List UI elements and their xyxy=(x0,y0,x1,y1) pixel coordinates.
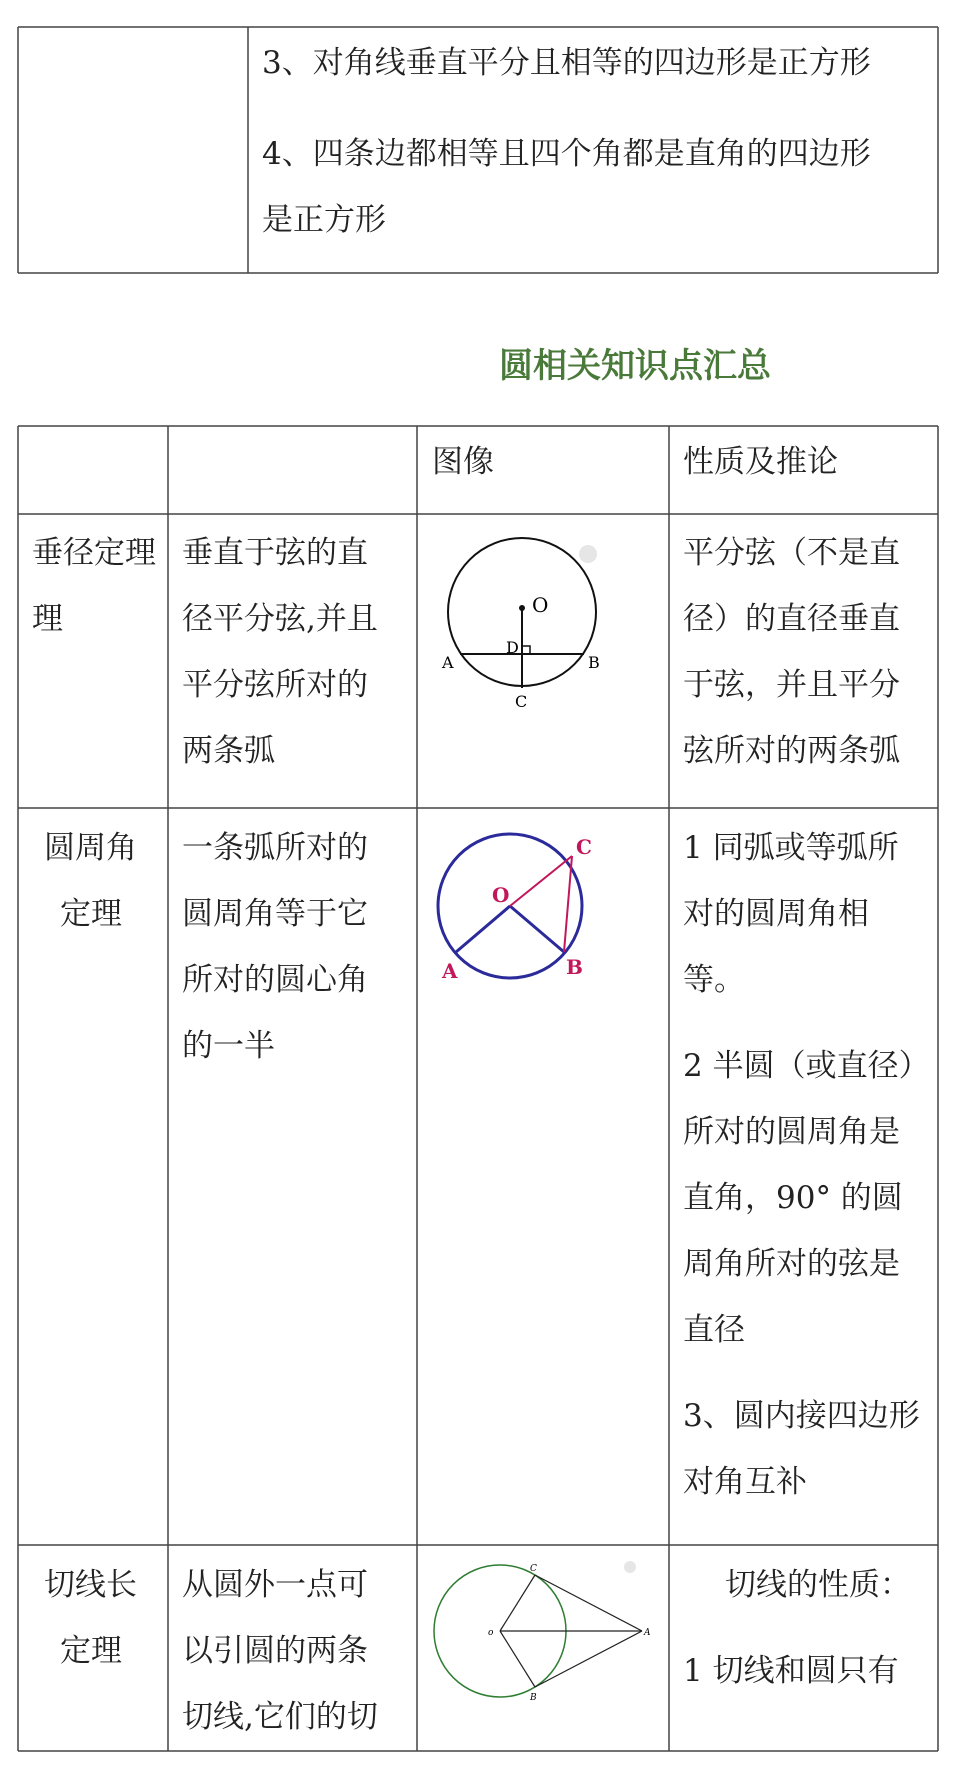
row2-content-1: 一条弧所对的 xyxy=(182,830,368,866)
header-figure: 图像 xyxy=(432,444,494,480)
row2-props-4: 2 半圆（或直径） xyxy=(683,1048,930,1084)
row2-content-4: 的一半 xyxy=(182,1028,275,1064)
header-props: 性质及推论 xyxy=(683,444,838,480)
row3-content-2: 以引圆的两条 xyxy=(182,1633,368,1669)
row1-props-1: 平分弦（不是直 xyxy=(683,535,900,571)
row1-name-2: 理 xyxy=(32,601,63,637)
row2-name-1: 圆周角 xyxy=(44,830,137,866)
fig1-label-o: O xyxy=(532,593,549,617)
row2-props-8: 直径 xyxy=(683,1312,745,1348)
row3-content-3: 切线,它们的切 xyxy=(182,1699,378,1735)
row2-props-5: 所对的圆周角是 xyxy=(683,1114,900,1150)
row1-content-1: 垂直于弦的直 xyxy=(182,535,368,571)
row2-name-2: 定理 xyxy=(60,896,122,932)
row3-props-2: 1 切线和圆只有 xyxy=(683,1653,899,1689)
fig3-label-o: o xyxy=(488,1628,494,1638)
inscribed-angle-diagram xyxy=(430,818,620,998)
row2-props-2: 对的圆周角相 xyxy=(683,896,869,932)
row2-props-9: 3、圆内接四边形 xyxy=(683,1398,920,1434)
row1-props-3: 于弦，并且平分 xyxy=(683,667,900,703)
fig2-label-o: O xyxy=(492,883,510,907)
row2-content-2: 圆周角等于它 xyxy=(182,896,368,932)
row3-props-1: 切线的性质： xyxy=(725,1567,911,1603)
row2-props-3: 等。 xyxy=(683,962,745,998)
row2-props-6: 直角，90° 的圆 xyxy=(683,1180,903,1216)
fig3-label-b: B xyxy=(530,1693,537,1703)
tangent-length-diagram xyxy=(430,1555,660,1705)
row1-content-3: 平分弦所对的 xyxy=(182,667,368,703)
fig2-label-b: B xyxy=(566,955,583,979)
row2-props-10: 对角互补 xyxy=(683,1464,807,1500)
row1-props-4: 弦所对的两条弧 xyxy=(683,733,900,769)
fig2-label-c: C xyxy=(576,835,592,859)
fig1-label-b: B xyxy=(588,653,600,672)
fig3-label-c: C xyxy=(530,1564,537,1574)
row1-name-1: 垂径定理 xyxy=(32,535,156,571)
section-title: 圆相关知识点汇总 xyxy=(499,346,771,386)
perpendicular-chord-diagram xyxy=(430,530,620,710)
row3-name-1: 切线长 xyxy=(44,1567,137,1603)
row2-props-1: 1 同弧或等弧所 xyxy=(683,830,899,866)
row3-content-1: 从圆外一点可 xyxy=(182,1567,368,1603)
fig3-label-a: A xyxy=(644,1628,651,1638)
row3-name-2: 定理 xyxy=(60,1633,122,1669)
fig1-label-a: A xyxy=(442,653,454,672)
fig1-label-d: D xyxy=(506,638,519,657)
row1-props-2: 径）的直径垂直 xyxy=(683,601,900,637)
top-table-line-1: 3、对角线垂直平分且相等的四边形是正方形 xyxy=(262,45,871,81)
fig1-label-c: C xyxy=(515,692,528,710)
row2-props-7: 周角所对的弦是 xyxy=(683,1246,900,1282)
fig2-label-a: A xyxy=(442,959,458,983)
top-table-line-3: 是正方形 xyxy=(262,202,386,238)
row1-content-2: 径平分弦,并且 xyxy=(182,601,378,637)
top-table-line-2: 4、四条边都相等且四个角都是直角的四边形 xyxy=(262,136,871,172)
row1-content-4: 两条弧 xyxy=(182,733,275,769)
row2-content-3: 所对的圆心角 xyxy=(182,962,368,998)
